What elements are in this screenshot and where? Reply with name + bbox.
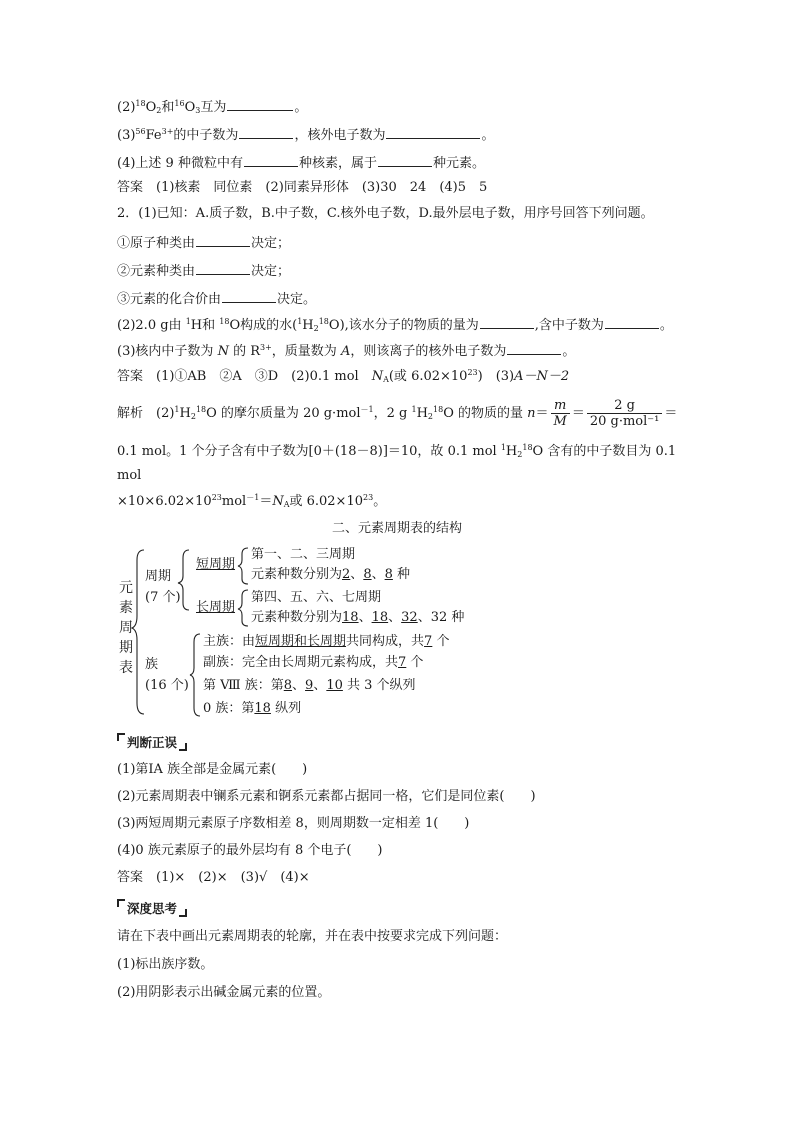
period-count: (7 个) (145, 590, 181, 605)
short-period-counts: 元素种数分别为2、8、8 种 (251, 567, 411, 582)
long-period-rows: 第四、五、六、七周期 (251, 590, 382, 605)
long-period-label: 长周期 (196, 600, 236, 615)
q2-explanation-3: mol (117, 468, 142, 483)
q2-answer: 答案 (1)①AB ②A ③D (2)0.1 mol $N_A$(或 $6.02\times 10^{23}$) (3)A－N－2 (117, 368, 570, 384)
answer-blank[interactable] (227, 96, 293, 111)
answer-blank[interactable] (244, 152, 298, 167)
answer-blank[interactable] (239, 124, 293, 139)
answer-blank[interactable] (386, 124, 480, 139)
judge-item-1: (1)第ⅠA 族全部是金属元素( ) (117, 762, 308, 777)
think-section-tag: 深度思考 (117, 899, 187, 917)
main-group-line: 主族：由短周期和长周期共同构成，共7 个 (203, 634, 450, 649)
q2-explanation-1: 解析 $(2)^1H_2^{18}O$ 的摩尔质量为 20 g·mol$^{-1}$，2 g $^1H_2^{18}O$ 的物质的量 n＝ $\frac{m}{M}$ ＝ $\frac{2 g}{\text{20 g·mol⁻¹}}$ ＝ (117, 398, 678, 429)
answer-blank[interactable] (222, 288, 276, 303)
q2-explanation-4: $\times 10\times 6.02\times 10^{23}mol^{-1}=N_A$或 $6.02\times 10^{23}$。 (117, 493, 387, 509)
fraction-m-over-M: $\frac{m}{M}$ (551, 398, 570, 429)
answer-blank[interactable] (196, 260, 250, 275)
fraction-mass-over-molar: $\frac{2 g}{\text{20 g·mol⁻¹}}$ (587, 398, 663, 429)
q2-part-3: (3)核内中子数为 N 的 $R^{3+}$，质量数为 A，则该离子的核外电子数为 。 (117, 340, 575, 362)
think-prompt: 请在下表中画出元素周期表的轮廓，并在表中按要求完成下列问题： (117, 929, 508, 944)
answer-blank[interactable] (378, 152, 432, 167)
answer-blank[interactable] (507, 340, 561, 355)
brace-icon (188, 632, 204, 718)
q1-line-4: (4)上述 9 种微粒中有 种核素，属于 种元素。 (117, 152, 485, 174)
bracket-left-icon (117, 733, 125, 741)
q2-choice-2: ②元素种类由 决定； (117, 260, 290, 282)
judge-answer: 答案 (1)× (2)× (3)√ (4)× (117, 870, 310, 885)
think-item-2: (2)用阴影表示出碱金属元素的位置。 (117, 985, 331, 1000)
bracket-left-icon (117, 899, 125, 907)
bracket-right-icon (179, 743, 187, 751)
judge-item-2: (2)元素周期表中镧系元素和锕系元素都占据同一格，它们是同位素( ) (117, 789, 536, 804)
sub-group-line: 副族：完全由长周期元素构成，共7 个 (203, 655, 424, 670)
section-title: 二、元素周期表的结构 (331, 521, 462, 536)
q2-choice-1: ①原子种类由 决定； (117, 232, 290, 254)
judge-item-3: (3)两短周期元素原子序数相差 8，则周期数一定相差 1( ) (117, 816, 470, 831)
think-item-1: (1)标出族序数。 (117, 957, 214, 972)
q2-part-2: (2)2.0 g由 $^1$H和 $^{18}$O构成的水$(^1H_2^{18}O)$,该水分子的物质的量为 ,含中子数为 。 (117, 314, 673, 336)
q2-stem: 2．(1)已知：A.质子数，B.中子数，C.核外电子数，D.最外层电子数，用序号回答下列问题。 (117, 206, 654, 221)
group-zero-line: 0 族：第18 纵列 (203, 701, 302, 716)
short-period-label: 短周期 (196, 557, 236, 572)
short-period-rows: 第一、二、三周期 (251, 547, 356, 562)
group-viii-line: 第 Ⅷ 族：第8、9、10 共 3 个纵列 (203, 678, 416, 693)
bracket-right-icon (179, 909, 187, 917)
judge-item-4: (4)0 族元素原子的最外层均有 8 个电子( ) (117, 843, 383, 858)
group-label: 族 (145, 657, 159, 672)
long-period-counts: 元素种数分别为18、18、32、32 种 (251, 610, 465, 625)
q2-explanation-2: 0.1 mol。1 个分子含有中子数为[0＋(18－8)]＝10，故 0.1 mol $^1H_2^{18}O$ 含有的中子数目为 0.1 (117, 443, 677, 459)
answer-blank[interactable] (480, 314, 534, 329)
q1-line-3: $(3)^{56}Fe^{3+}$的中子数为 ，核外电子数为 。 (117, 124, 494, 146)
period-label: 周期 (145, 569, 172, 584)
group-count: (16 个) (145, 678, 189, 693)
tree-root-label: 元 素 周 期 表 (119, 580, 133, 676)
judge-section-tag: 判断正误 (117, 733, 187, 751)
q1-line-2: $(2)^{18}O_2$和$^{16}O_3$互为 。 (117, 96, 307, 118)
q1-answer: 答案 (1)核素 同位素 (2)同素异形体 (3)30 24 (4)5 5 (117, 180, 488, 195)
answer-blank[interactable] (196, 232, 250, 247)
answer-blank[interactable] (605, 314, 659, 329)
q2-choice-3: ③元素的化合价由 决定。 (117, 288, 316, 310)
